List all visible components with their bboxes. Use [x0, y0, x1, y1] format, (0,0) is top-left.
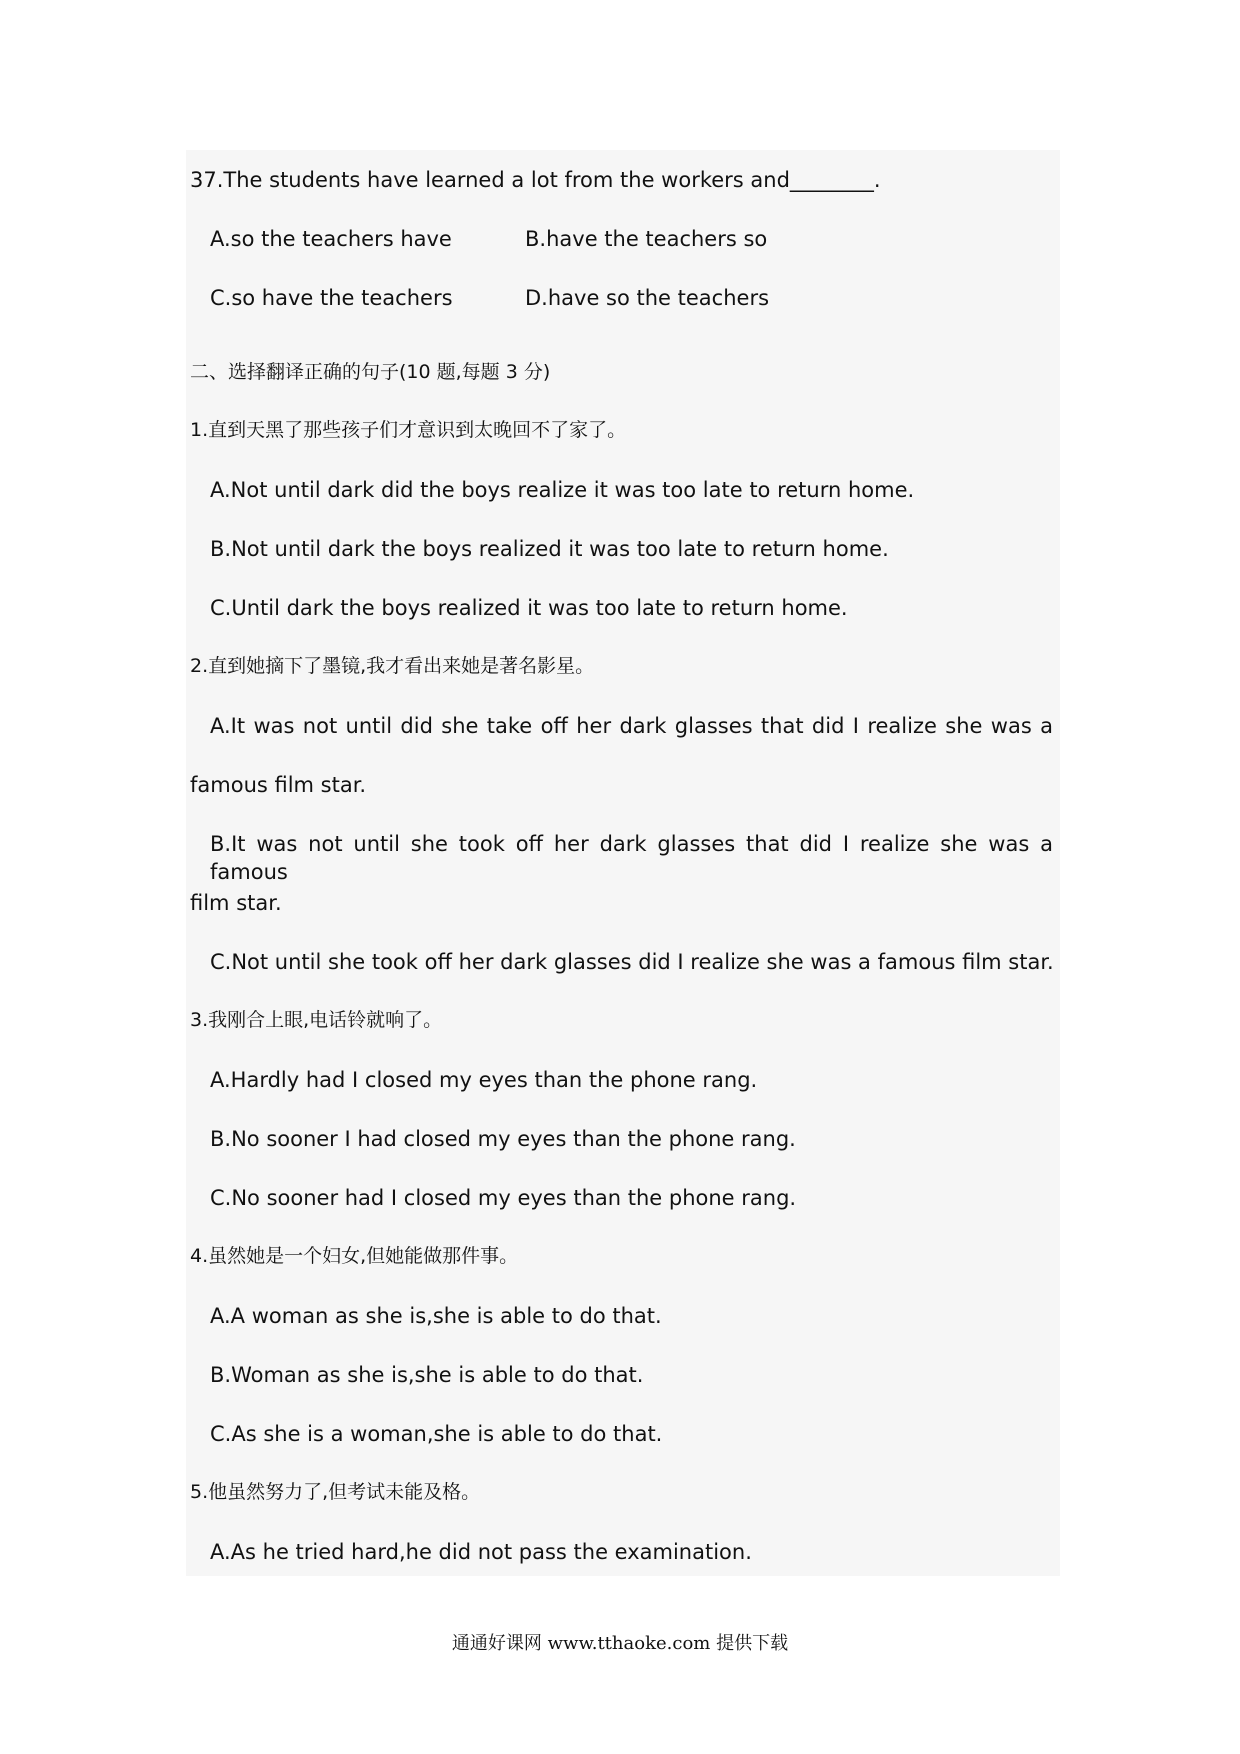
q4-option-b: B.Woman as she is,she is able to do that. [210, 1363, 644, 1387]
q1-option-a: A.Not until dark did the boys realize it was too late to return home. [210, 478, 915, 502]
q2-option-b-line1: B.It was not until she took off her dark glasses that did I realize she was a famous [210, 832, 1053, 884]
q4-option-c: C.As she is a woman,she is able to do that. [210, 1422, 663, 1446]
q37-option-c: C.so have the teachers [210, 286, 453, 310]
q5-stem: 5.他虽然努力了,但考试未能及格。 [190, 1481, 481, 1503]
q37-option-a: A.so the teachers have [210, 227, 452, 251]
q5-option-a: A.As he tried hard,he did not pass the examination. [210, 1540, 752, 1564]
page-footer: 通通好课网 www.tthaoke.com 提供下载 [451, 1633, 789, 1654]
q3-stem: 3.我刚合上眼,电话铃就响了。 [190, 1009, 443, 1031]
q37-option-d: D.have so the teachers [525, 286, 770, 310]
q1-option-c: C.Until dark the boys realized it was too late to return home. [210, 596, 848, 620]
q3-option-c: C.No sooner had I closed my eyes than the phone rang. [210, 1186, 797, 1210]
q3-option-a: A.Hardly had I closed my eyes than the phone rang. [210, 1068, 758, 1092]
q1-stem: 1.直到天黑了那些孩子们才意识到太晚回不了家了。 [190, 419, 627, 441]
q4-option-a: A.A woman as she is,she is able to do that. [210, 1304, 662, 1328]
q4-stem: 4.虽然她是一个妇女,但她能做那件事。 [190, 1245, 519, 1267]
q2-option-a-line1: A.It was not until did she take off her dark glasses that did I realize she was a [210, 714, 1053, 738]
q37-option-b: B.have the teachers so [525, 227, 768, 251]
section-heading: 二、选择翻译正确的句子(10 题,每题 3 分) [190, 361, 551, 383]
q2-option-b-line2: film star. [190, 891, 282, 915]
q2-option-c: C.Not until she took off her dark glasses did I realize she was a famous film star. [210, 950, 1054, 974]
q1-option-b: B.Not until dark the boys realized it was too late to return home. [210, 537, 889, 561]
q2-stem: 2.直到她摘下了墨镜,我才看出来她是著名影星。 [190, 655, 595, 677]
q37-stem: 37.The students have learned a lot from the workers and________. [190, 168, 881, 192]
q3-option-b: B.No sooner I had closed my eyes than the phone rang. [210, 1127, 796, 1151]
q2-option-a-line2: famous film star. [190, 773, 367, 797]
